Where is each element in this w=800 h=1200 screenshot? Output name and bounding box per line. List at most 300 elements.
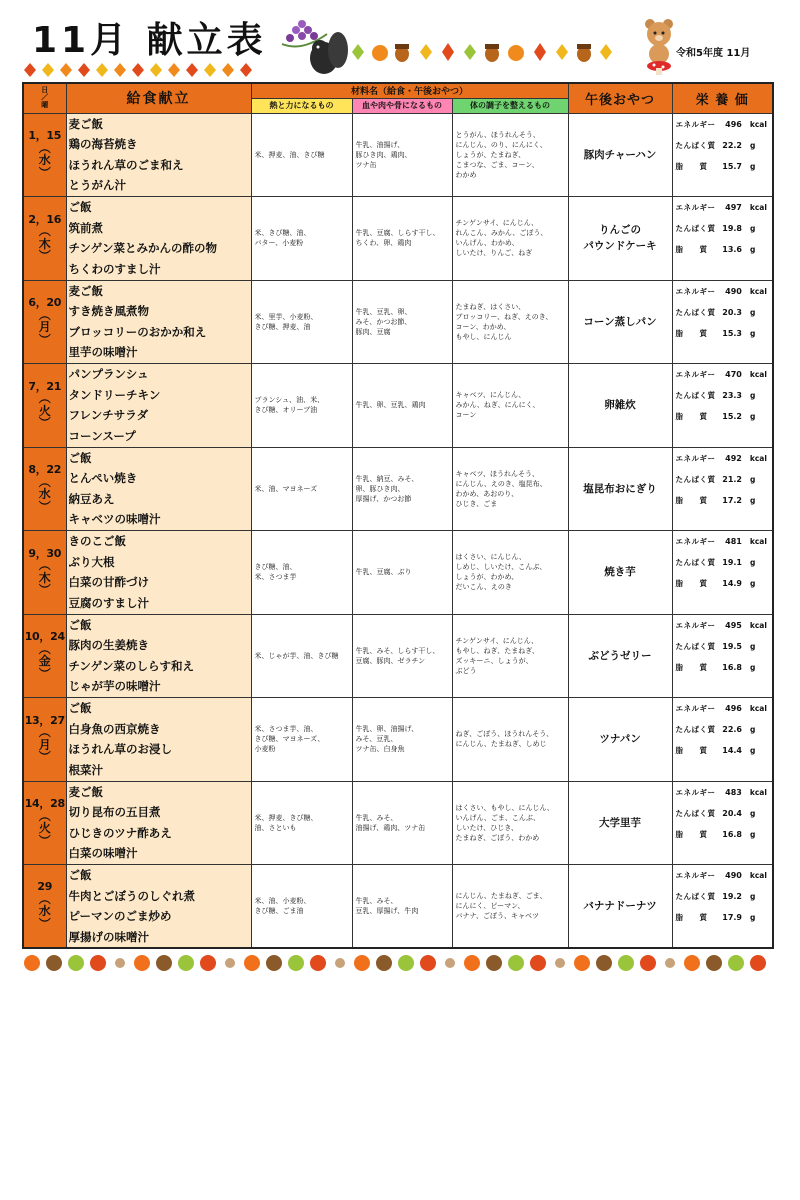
date-text: 2，16 [28,212,62,226]
energy-label: エネルギー [675,620,716,630]
protein-unit: g [750,725,756,734]
dish-item: 麦ご飯 [68,283,103,298]
condition-foods-cell: キャベツ、にんじん、 みかん、ねぎ、にんにく、 コーン [452,364,568,448]
fruit-icon [354,955,370,971]
dish-item: ブロッコリーのおかか和え [68,324,207,339]
table-row [23,447,773,531]
fruit-icon [665,958,675,968]
fruit-icon [640,955,656,971]
energy-foods-header: 熱と力になるもの [251,98,352,113]
dish-item: 白菜の甘酢づけ [68,575,149,590]
protein-label: たんぱく質 [675,391,716,400]
nutrition-cell [672,781,773,865]
fat-unit: g [750,579,756,588]
dish-item: ほうれん草のお浸し [68,742,172,757]
condition-foods-cell: とうがん、ほうれんそう、 にんじん、のり、にんにく、 しょうが、たまねぎ、 こまつな、ごま、コーン、 わかめ [452,113,568,197]
date-text: 14，28 [24,797,65,811]
energy-unit: kcal [749,453,767,463]
fruit-icon [445,958,455,968]
protein-unit: g [750,224,756,233]
page-title: 11月 献立表 [32,20,267,61]
table-row [23,865,773,949]
energy-label: エネルギー [675,119,716,129]
energy-row [676,197,770,218]
energy-value: 495 [725,620,742,630]
weekday-text: 火 [38,403,51,418]
protein-value: 19.2 [722,892,742,901]
nutrition-cell [672,614,773,698]
nutrition-header: 栄 養 価 [672,83,773,113]
energy-value: 497 [725,203,742,212]
fruit-icon [596,955,612,971]
bear-icon [640,16,678,76]
fruit-icon [464,955,480,971]
paren-close: ︶ [38,917,51,932]
energy-row [676,782,770,803]
squirrel-icon [272,14,352,78]
date-text: 9，30 [28,546,62,560]
fat-row [676,573,770,594]
protein-unit: g [750,558,756,567]
dish-cell [66,865,251,949]
body-foods-cell: 牛乳、卵、油揚げ、 みそ、豆乳、 ツナ缶、白身魚 [352,698,452,782]
fruit-icon [68,955,84,971]
dish-item: ご飯 [68,868,92,882]
body-foods-cell: 牛乳、豆乳、卵、 みそ、かつお節、 豚肉、豆腐 [352,280,452,364]
dish-item: 麦ご飯 [68,116,103,131]
day-cell [23,197,66,281]
fat-value: 13.6 [722,245,742,254]
protein-row [676,385,770,406]
day-cell [23,364,66,448]
weekday-text: 水 [38,904,51,919]
dish-item: 筑前煮 [68,220,103,235]
energy-foods-cell: 米、押麦、油、きび糖 [251,113,352,197]
fat-label: 脂 質 [675,829,708,839]
energy-unit: kcal [749,620,767,630]
dish-cell [66,197,251,281]
protein-unit: g [750,140,756,150]
table-row [23,280,773,364]
weekday-text: 月 [38,737,51,752]
energy-foods-cell: 米、じゃが芋、油、きび糖 [251,614,352,698]
date-text: 29 [37,880,53,894]
dish-item: すき焼き風煮物 [68,304,149,319]
energy-label: エネルギー [675,704,716,713]
dish-item: ひじきのツナ酢あえ [68,825,172,840]
body-foods-cell: 牛乳、みそ、しらす干し、 豆腐、豚肉、ゼラチン [352,614,452,698]
day-cell [23,280,66,364]
date-text: 8，22 [28,463,62,477]
condition-foods-cell: チンゲンサイ、にんじん、 もやし、ねぎ、たまねぎ、 ズッキーニ、しょうが、 ぶどう [452,614,568,698]
fat-label: 脂 質 [675,412,708,421]
energy-row [676,448,770,469]
dish-item: ちくわのすまし汁 [68,261,161,276]
body-foods-header: 血や肉や骨になるもの [352,98,452,113]
protein-row [676,636,770,657]
energy-unit: kcal [749,787,767,797]
fruit-icon [90,955,106,971]
dish-item: 豆腐のすまし汁 [68,595,149,610]
menu-table [22,82,774,949]
energy-row [676,281,770,302]
protein-unit: g [750,641,756,651]
fruit-icon [288,955,304,971]
energy-row [676,114,770,135]
energy-unit: kcal [749,203,767,212]
protein-label: たんぱく質 [675,474,716,484]
date-text: 13，27 [24,713,65,727]
fat-value: 15.7 [722,161,742,171]
fat-label: 脂 質 [675,662,708,672]
protein-value: 20.3 [722,307,742,317]
day-cell [23,865,66,949]
fat-row [676,156,770,177]
paren-open: ︵ [38,808,51,823]
protein-value: 19.5 [722,641,742,651]
protein-value: 22.2 [722,140,742,150]
body-foods-cell: 牛乳、納豆、みそ、 卵、豚ひき肉、 厚揚げ、かつお節 [352,447,452,531]
body-foods-cell: 牛乳、みそ、 豆乳、厚揚げ、牛肉 [352,865,452,949]
table-row [23,698,773,782]
weekday-text: 火 [38,821,51,836]
protein-unit: g [750,808,756,818]
dish-item: 納豆あえ [68,491,115,506]
protein-row [676,302,770,323]
dish-cell [66,280,251,364]
ingredients-header: 材料名（給食・午後おやつ） [251,83,568,98]
dish-item: フレンチサラダ [68,408,149,423]
dish-item: ご飯 [68,200,92,215]
energy-value: 470 [725,370,742,379]
snack-cell: 塩昆布おにぎり [568,447,672,531]
energy-value: 481 [725,537,742,546]
menu-body [23,113,773,948]
energy-unit: kcal [749,119,767,129]
dish-item: コーンスープ [68,428,136,443]
paren-close: ︶ [38,750,51,765]
fruit-icon [225,958,235,968]
dish-cell [66,698,251,782]
fruit-icon [750,955,766,971]
autumn-leaves-icon [350,40,630,64]
paren-close: ︶ [38,499,51,514]
fruit-icon [508,955,524,971]
paren-open: ︵ [38,140,51,155]
dish-item: パンプランシュ [68,367,149,382]
protein-unit: g [750,391,756,400]
paren-close: ︶ [38,249,51,264]
fat-unit: g [750,328,756,338]
fat-label: 脂 質 [675,245,708,254]
fruit-icon [134,955,150,971]
fruit-icon [156,955,172,971]
paren-open: ︵ [38,224,51,239]
snack-cell: りんごの パウンドケーキ [568,197,672,281]
maple-leaves-icon [22,62,262,78]
body-foods-cell: 牛乳、卵、豆乳、鶏肉 [352,364,452,448]
fat-row [676,907,770,928]
fat-row [676,657,770,678]
energy-label: エネルギー [675,537,716,546]
protein-row [676,803,770,824]
fat-unit: g [750,662,756,672]
fat-label: 脂 質 [675,161,708,171]
protein-label: たんぱく質 [675,641,716,651]
date-text: 6，20 [28,296,62,310]
fat-unit: g [750,495,756,505]
energy-unit: kcal [749,704,767,713]
autumn-fruit-icon [22,953,772,973]
table-row [23,197,773,281]
fruit-icon [310,955,326,971]
condition-foods-cell: にんじん、たまねぎ、ごま、 にんにく、ピーマン、 バナナ、ごぼう、キャベツ [452,865,568,949]
fat-value: 15.3 [722,328,742,338]
body-foods-cell: 牛乳、豆腐、ぶり [352,531,452,615]
protein-value: 20.4 [722,808,742,818]
dish-item: 牛肉とごぼうのしぐれ煮 [68,888,195,903]
protein-value: 23.3 [722,391,742,400]
dish-cell [66,113,251,197]
fruit-icon [200,955,216,971]
condition-foods-cell: キャベツ、ほうれんそう、 にんじん、えのき、塩昆布、 わかめ、あおのり、 ひじき、ごま [452,447,568,531]
dish-item: 厚揚げの味噌汁 [68,929,149,944]
fat-value: 14.4 [722,746,742,755]
protein-row [676,552,770,573]
fat-row [676,406,770,427]
dish-item: ピーマンのごま炒め [68,909,172,923]
condition-foods-cell: はくさい、にんじん、 しめじ、しいたけ、こんぶ、 しょうが、わかめ、 だいこん、えのき [452,531,568,615]
dish-cell [66,614,251,698]
energy-foods-cell: 米、押麦、きび糖、 油、さといも [251,781,352,865]
dish-item: チンゲン菜とみかんの酢の物 [68,241,217,256]
nutrition-cell [672,197,773,281]
nutrition-cell [672,447,773,531]
energy-row [676,364,770,385]
table-row [23,781,773,865]
dish-item: 豚肉の生姜焼き [68,638,149,653]
paren-open: ︵ [38,558,51,573]
fruit-icon [24,955,40,971]
energy-value: 496 [725,119,742,129]
nutrition-cell [672,113,773,197]
protein-label: たんぱく質 [675,892,716,901]
fruit-icon [178,955,194,971]
energy-unit: kcal [749,871,767,880]
snack-cell: 豚肉チャーハン [568,113,672,197]
protein-row [676,886,770,907]
energy-value: 483 [725,787,742,797]
paren-open: ︵ [38,725,51,740]
fruit-icon [335,958,345,968]
paren-open: ︵ [38,891,51,906]
weekday-text: 水 [38,153,51,168]
date-text: 10，24 [24,630,65,644]
day-cell [23,614,66,698]
condition-foods-cell: たまねぎ、はくさい、 ブロッコリー、ねぎ、えのき、 コーン、わかめ、 もやし、にんじん [452,280,568,364]
dish-item: ほうれん草のごま和え [68,157,184,172]
table-row [23,531,773,615]
protein-label: たんぱく質 [675,808,716,818]
paren-close: ︶ [38,332,51,347]
weekday-text: 月 [38,320,51,335]
fruit-icon [728,955,744,971]
energy-unit: kcal [749,537,767,546]
fat-label: 脂 質 [675,913,708,922]
energy-label: エネルギー [675,871,716,880]
energy-foods-cell: 米、さつま芋、油、 きび糖、マヨネーズ、 小麦粉 [251,698,352,782]
dish-item: ご飯 [68,617,92,632]
fruit-icon [486,955,502,971]
weekday-text: 金 [38,654,51,669]
fat-value: 16.8 [722,662,742,672]
date-label: 令和5年度 11月 [676,48,751,59]
energy-label: エネルギー [675,203,716,212]
fruit-icon [115,958,125,968]
nutrition-cell [672,364,773,448]
dish-item: ご飯 [68,701,92,716]
snack-cell: 卵雑炊 [568,364,672,448]
fat-unit: g [750,245,756,254]
protein-row [676,719,770,740]
energy-foods-cell: 米、油、マヨネーズ [251,447,352,531]
protein-row [676,469,770,490]
body-foods-cell: 牛乳、みそ、 油揚げ、鶏肉、ツナ缶 [352,781,452,865]
energy-row [676,698,770,719]
dish-item: とんぺい焼き [68,471,138,486]
dish-cell [66,781,251,865]
fat-value: 14.9 [722,579,742,588]
energy-value: 496 [725,704,742,713]
date-text: 7，21 [28,379,62,393]
body-foods-cell: 牛乳、油揚げ、 豚ひき肉、鶏肉、 ツナ缶 [352,113,452,197]
energy-unit: kcal [749,370,767,379]
fruit-icon [398,955,414,971]
snack-cell: 大学里芋 [568,781,672,865]
day-cell [23,781,66,865]
condition-foods-cell: ねぎ、ごぼう、ほうれんそう、 にんじん、たまねぎ、しめじ [452,698,568,782]
fat-value: 17.9 [722,913,742,922]
paren-close: ︶ [38,416,51,431]
energy-label: エネルギー [675,787,716,797]
fruit-icon [46,955,62,971]
dish-item: 白身魚の西京焼き [68,721,161,736]
day-cell [23,698,66,782]
dish-item: ぶり大根 [68,554,115,569]
table-row [23,614,773,698]
weekday-text: 木 [38,570,51,585]
energy-label: エネルギー [675,370,716,379]
energy-foods-cell: 米、油、小麦粉、 きび糖、ごま油 [251,865,352,949]
fat-row [676,740,770,761]
snack-cell: バナナドーナツ [568,865,672,949]
energy-row [676,531,770,552]
dish-item: 切り昆布の五目煮 [68,805,161,820]
day-header: 日 ／ 曜 [23,83,66,113]
table-row [23,113,773,197]
day-cell [23,531,66,615]
weekday-text: 木 [38,236,51,251]
nutrition-cell [672,698,773,782]
protein-label: たんぱく質 [675,140,716,150]
energy-foods-cell: 米、里芋、小麦粉、 きび糖、押麦、油 [251,280,352,364]
energy-value: 490 [725,286,742,296]
dish-item: 鶏の海苔焼き [68,137,138,152]
paren-open: ︵ [38,307,51,322]
dish-item: キャベツの味噌汁 [68,512,161,527]
fat-row [676,490,770,511]
dish-cell [66,364,251,448]
dish-item: チンゲン菜のしらす和え [68,658,194,673]
protein-row [676,218,770,239]
nutrition-cell [672,280,773,364]
fat-unit: g [750,412,756,421]
protein-row [676,135,770,156]
protein-value: 21.2 [722,474,742,484]
protein-unit: g [750,474,756,484]
dish-item: とうがん汁 [68,178,126,193]
fat-unit: g [750,746,756,755]
body-foods-cell: 牛乳、豆腐、しらす干し、 ちくわ、卵、鶏肉 [352,197,452,281]
weekday-text: 水 [38,487,51,502]
fruit-icon [555,958,565,968]
energy-value: 492 [725,453,742,463]
nutrition-cell [672,865,773,949]
fat-value: 15.2 [722,412,742,421]
snack-cell: 焼き芋 [568,531,672,615]
protein-unit: g [750,307,756,317]
fruit-icon [376,955,392,971]
day-cell [23,113,66,197]
condition-foods-cell: はくさい、もやし、にんじん、 いんげん、ごま、こんぶ、 しいたけ、ひじき、 たまねぎ、ごぼう、わかめ [452,781,568,865]
fruit-icon [574,955,590,971]
snack-cell: コーン蒸しパン [568,280,672,364]
dish-cell [66,531,251,615]
energy-foods-cell: プランシュ、油、米、 きび糖、オリーブ油 [251,364,352,448]
dish-item: ご飯 [68,450,92,465]
fruit-icon [684,955,700,971]
fat-unit: g [750,913,756,922]
paren-close: ︶ [38,833,51,848]
paren-close: ︶ [38,666,51,681]
condition-foods-cell: チンゲンサイ、にんじん、 れんこん、みかん、ごぼう、 いんげん、わかめ、 しいたけ、りんご、ねぎ [452,197,568,281]
fat-label: 脂 質 [675,495,708,505]
dish-item: タンドリーチキン [68,387,161,402]
paren-open: ︵ [38,391,51,406]
date-text: 1，15 [28,129,62,143]
energy-value: 490 [725,871,742,880]
fat-value: 16.8 [722,829,742,839]
nutrition-cell [672,531,773,615]
fat-label: 脂 質 [675,746,708,755]
condition-foods-header: 体の調子を整えるもの [452,98,568,113]
paren-close: ︶ [38,165,51,180]
fat-value: 17.2 [722,495,742,505]
energy-unit: kcal [749,286,767,296]
fat-unit: g [750,829,756,839]
dish-item: 里芋の味噌汁 [68,345,138,360]
snack-header: 午後おやつ [568,83,672,113]
fruit-icon [420,955,436,971]
dish-item: 麦ご飯 [68,784,103,799]
protein-label: たんぱく質 [675,558,716,567]
fruit-icon [618,955,634,971]
protein-label: たんぱく質 [675,725,716,734]
snack-cell: ぶどうゼリー [568,614,672,698]
dish-item: 白菜の味噌汁 [68,846,138,861]
dish-header: 給食献立 [66,83,251,113]
protein-value: 19.8 [722,224,742,233]
